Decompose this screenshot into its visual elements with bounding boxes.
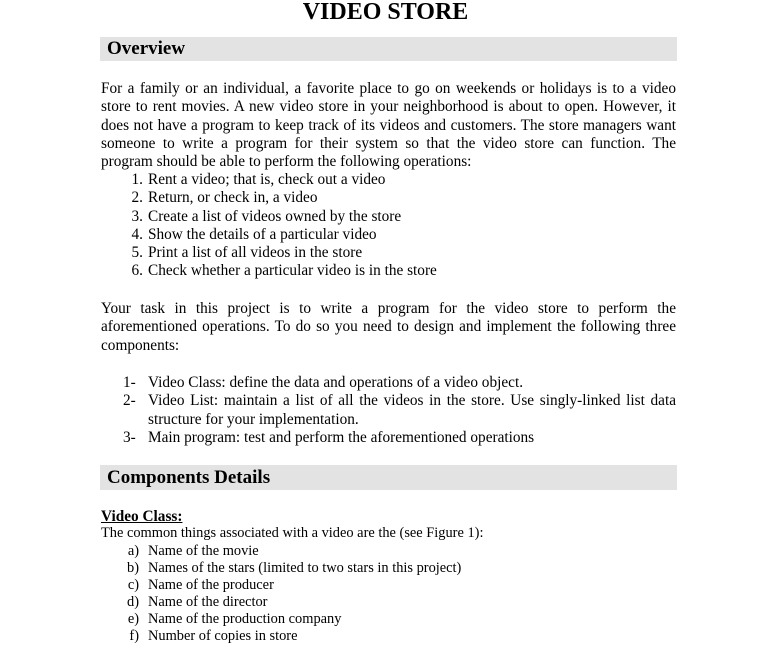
list-item — [101, 560, 676, 577]
list-number: 2. — [131, 189, 143, 207]
list-item — [101, 392, 676, 429]
list-number: 5. — [131, 244, 143, 262]
list-text: Video List: maintain a list of all the videos in the store. Use singly-linked list data structure for your implementation. — [148, 392, 676, 428]
list-number: 4. — [131, 225, 143, 243]
list-text: Create a list of videos owned by the store — [148, 207, 402, 225]
list-item — [101, 244, 676, 262]
task-paragraph: Your task in this project is to write a program for the video store to perform the aforementioned operations. To do so you need to design and implement the following three components: — [101, 300, 676, 354]
list-text: Name of the producer — [148, 577, 274, 593]
list-letter: a) — [127, 543, 139, 559]
list-item — [101, 628, 676, 645]
list-item — [101, 611, 676, 628]
list-text: Rent a video; that is, check out a video — [148, 171, 386, 188]
list-item — [101, 429, 676, 447]
list-text: Check whether a particular video is in the store — [148, 262, 437, 280]
list-text: Return, or check in, a video — [148, 189, 318, 207]
page-title: VIDEO STORE — [302, 0, 469, 25]
list-item — [101, 208, 676, 226]
list-text: Names of the stars (limited to two stars in this project) — [148, 560, 462, 576]
list-number: 2- — [123, 392, 136, 410]
list-number: 1- — [123, 374, 136, 391]
video-class-heading: Video Class: — [101, 508, 183, 525]
list-letter: e) — [127, 611, 139, 627]
list-text: Main program: test and perform the aforementioned operations — [148, 428, 535, 446]
video-class-intro: The common things associated with a video are the (see Figure 1): — [101, 525, 484, 541]
list-item — [101, 543, 676, 560]
list-item — [101, 226, 676, 244]
video-attributes-list — [101, 543, 676, 645]
list-item — [101, 594, 676, 611]
list-item — [101, 577, 676, 594]
list-item — [101, 171, 676, 189]
components-list — [101, 374, 676, 447]
list-text: Number of copies in store — [148, 628, 298, 644]
list-letter: b) — [127, 560, 139, 576]
list-text: Name of the director — [148, 594, 268, 610]
list-item — [101, 189, 676, 207]
list-item — [101, 262, 676, 280]
overview-intro-paragraph: For a family or an individual, a favorite place to go on weekends or holidays is to a video store to rent movies. A new video store in your neighborhood is about to open. However, it does not have a program to keep track of its videos and customers. The store managers want someone to write a program for their system so that the video store can function. The program should be able to perform the following operations: — [101, 80, 676, 171]
list-number: 6. — [131, 262, 143, 280]
list-letter: f) — [129, 628, 139, 644]
list-letter: d) — [127, 594, 139, 610]
components-details-heading: Components Details — [100, 465, 677, 490]
list-text: Name of the production company — [148, 611, 342, 627]
list-number: 3. — [131, 207, 143, 225]
overview-heading: Overview — [100, 37, 677, 61]
list-number: 3- — [123, 428, 136, 446]
list-letter: c) — [127, 577, 139, 593]
list-text: Show the details of a particular video — [148, 225, 377, 243]
list-item — [101, 374, 676, 392]
list-number: 1. — [131, 171, 143, 188]
list-text: Print a list of all videos in the store — [148, 244, 363, 262]
list-text: Video Class: define the data and operations of a video object. — [148, 374, 524, 391]
list-text: Name of the movie — [148, 543, 259, 559]
operations-list — [101, 171, 676, 281]
